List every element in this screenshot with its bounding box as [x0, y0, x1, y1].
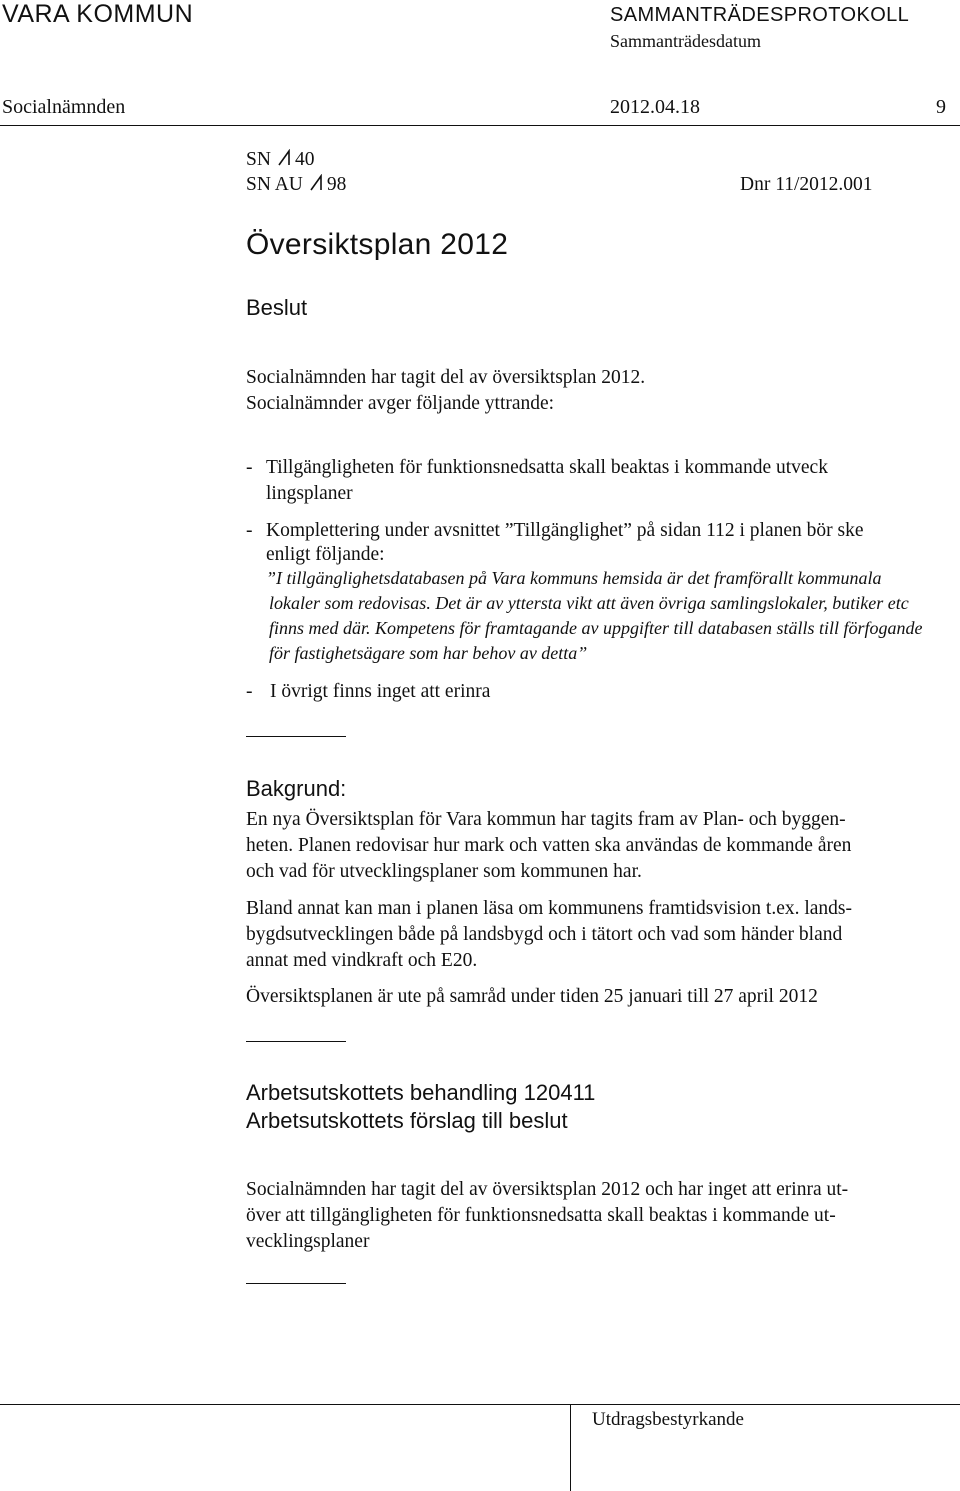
section-divider [246, 1041, 346, 1042]
beslut-heading: Beslut [246, 295, 308, 320]
page-number: 9 [936, 96, 946, 118]
quote-line: lokaler som redovisas. Det är av yttersta vikt att även övriga samlingslokaler, butiker etc [269, 593, 909, 613]
section-mark-icon [309, 174, 323, 192]
meeting-date: 2012.04.18 [610, 96, 700, 118]
organization-name: VARA KOMMUN [2, 0, 194, 28]
section-divider [246, 1283, 346, 1284]
paragraph-line: och vad för utvecklingsplaner som kommunen har. [246, 861, 642, 882]
protocol-title: SAMMANTRÄDESPROTOKOLL [610, 4, 910, 26]
paragraph-line: Socialnämnden har tagit del av översiktsplan 2012 och har inget att erinra ut- [246, 1179, 849, 1200]
paragraph-line: En nya Översiktsplan för Vara kommun har tagits fram av Plan- och byggen- [246, 809, 846, 830]
snau-label: SN AU [246, 174, 303, 195]
paragraph-line: vecklingsplaner [246, 1231, 370, 1252]
footer-vertical-rule [570, 1404, 571, 1491]
diary-number: Dnr 11/2012.001 [740, 174, 873, 195]
extract-verification-label: Utdragsbestyrkande [592, 1409, 744, 1430]
snau-number: 98 [326, 174, 347, 195]
page-title: Översiktsplan 2012 [246, 228, 509, 261]
bakgrund-heading: Bakgrund: [246, 776, 347, 801]
bakgrund-paragraph-1 [246, 807, 946, 885]
sn-reference [246, 147, 314, 173]
bakgrund-paragraph-2 [246, 896, 946, 974]
beslut-line-2: Socialnämnder avger följande yttrande: [246, 393, 555, 414]
list-item-1-line-1: Tillgängligheten för funktionsnedsatta skall beaktas i kommande utveck [266, 457, 828, 478]
au-heading-proposal: Arbetsutskottets förslag till beslut [246, 1108, 568, 1133]
committee-name: Socialnämnden [2, 96, 126, 118]
au-paragraph [246, 1177, 946, 1255]
snau-reference [246, 172, 346, 198]
list-item-2-line-2: enligt följande: [266, 544, 385, 565]
meeting-date-label: Sammanträdesdatum [610, 31, 761, 51]
paragraph-line: bygdsutvecklingen både på landsbygd och i tätort och vad som händer bland [246, 924, 843, 945]
paragraph-line: heten. Planen redovisar hur mark och vatten ska användas de kommande åren [246, 835, 852, 856]
quote-line: finns med där. Kompetens för framtagande av uppgifter till databasen ställs till förfogande [269, 618, 923, 638]
list-dash: - [246, 520, 253, 541]
list-item-1-line-2: lingsplaner [266, 483, 353, 504]
sn-number: 40 [294, 149, 315, 170]
section-mark-icon [277, 149, 291, 167]
au-heading-treatment: Arbetsutskottets behandling 120411 [246, 1080, 596, 1105]
paragraph-line: annat med vindkraft och E20. [246, 950, 478, 971]
list-dash: - [246, 681, 253, 702]
beslut-line-1: Socialnämnden har tagit del av översiktsplan 2012. [246, 367, 646, 388]
list-item-2-line-1: Komplettering under avsnittet ”Tillgänglighet” på sidan 112 i planen bör ske [266, 520, 864, 541]
section-divider [246, 736, 346, 737]
list-dash: - [246, 457, 253, 478]
quote-line: för fastighetsägare som har behov av detta” [269, 643, 588, 663]
paragraph-line: över att tillgängligheten för funktionsnedsatta skall beaktas i kommande ut- [246, 1205, 836, 1226]
header-rule [0, 125, 960, 126]
bakgrund-paragraph-3: Översiktsplanen är ute på samråd under tiden 25 januari till 27 april 2012 [246, 986, 818, 1007]
quote-line: ”I tillgänglighetsdatabasen på Vara kommuns hemsida är det framförallt kommunala [266, 568, 882, 588]
sn-label: SN [246, 149, 271, 170]
footer-rule [0, 1404, 960, 1405]
list-item-3: I övrigt finns inget att erinra [270, 681, 491, 702]
paragraph-line: Bland annat kan man i planen läsa om kommunens framtidsvision t.ex. lands- [246, 898, 853, 919]
